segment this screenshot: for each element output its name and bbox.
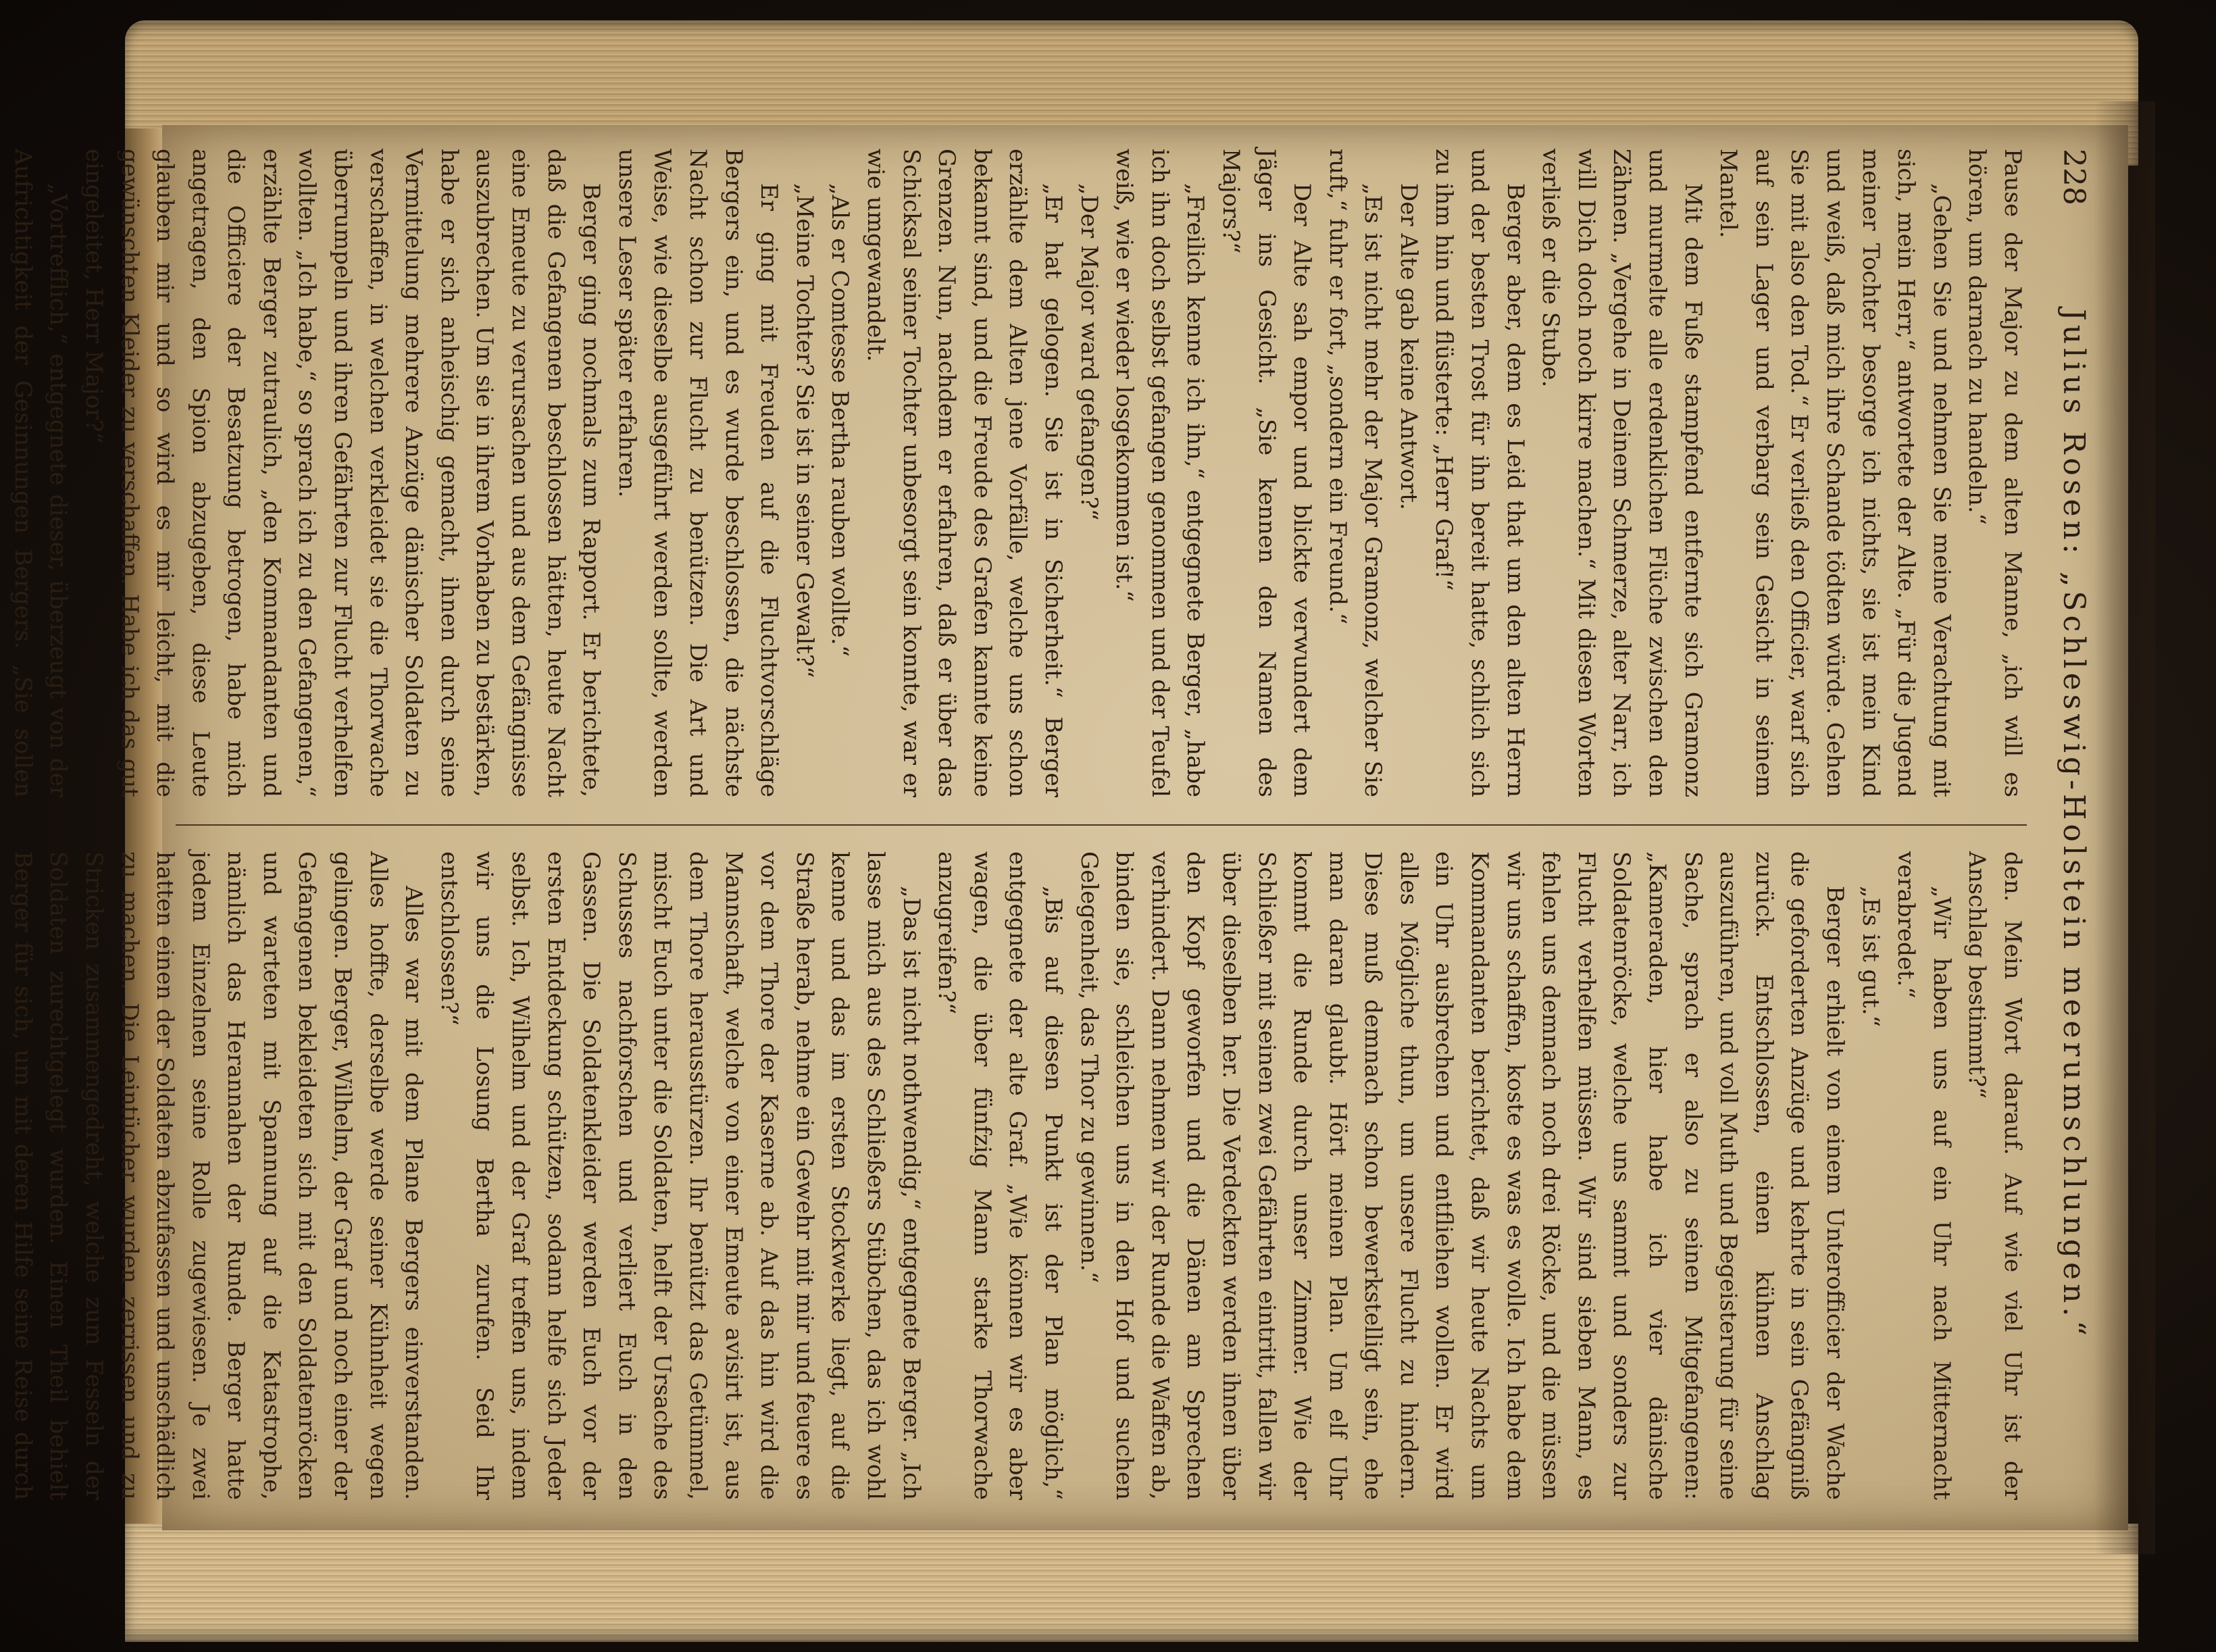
paragraph: Berger ging nochmals zum Rapport. Er berichtete, daß die Gefangenen beschlossen hätten, heute Nacht eine Emeute zu verursachen und aus dem Gefängnisse auszubrechen. Um sie in ihrem Vorhaben zu bestärken, habe er sich anheischig gemacht, ihnen durch seine Vermittelung mehrere Anzüge dänischer Soldaten zu verschaffen, in welchen verkleidet sie die Thorwache überrumpeln und ihren Gefährten zur Flucht verhelfen wollten. „Ich habe,“ so sprach ich zu den Gefangenen,“ erzählte Berger zutraulich, „den Kommandanten und die Officiere der Besatzung betrogen, habe mich angetragen, den Spion abzugeben, diese Leute glauben mir und so wird es mir leicht, mit die gewünschten Kleider zu verschaffen. Habe ich das gut eingeleitet, Herr Major?“ xyxy=(80,149,605,797)
page-number: 228 xyxy=(2057,149,2091,205)
paragraph: Der Alte gab keine Antwort. xyxy=(1394,183,1422,510)
paragraph: „Wir haben uns auf ein Uhr nach Mitternacht verabredet.“ xyxy=(1892,851,1955,1500)
page-header xyxy=(2044,149,2105,1500)
paragraph: „Das ist nicht nothwendig,“ entgegnete Berger. „Ich lasse mich aus des Schließers Stübchen, das ich wohl kenne und das im ersten Stockwerke liegt, auf die Straße herab, nehme ein Gewehr mit mir und feuere es vor dem Thore der Kaserne ab. Auf das hin wird die Mannschaft, welche von einer Emeute avisirt ist, aus dem Thore herausstürzen. Ihr benützt das Getümmel, mischt Euch unter die Soldaten, helft der Ursache des Schusses nachforschen und verliert Euch in den Gassen. Die Soldatenkleider werden Euch vor der ersten Entdeckung schützen, sodann helfe sich Jeder selbst. Ich, Wilhelm und der Graf treffen uns, indem wir uns die Losung Bertha zurufen. Seid Ihr entschlossen?“ xyxy=(435,851,925,1500)
left-column xyxy=(0,149,2030,797)
paragraph: „Gehen Sie und nehmen Sie meine Verachtung mit sich, mein Herr,“ antwortete der Alte. „Für die Jugend meiner Tochter besorge ich nichts, sie ist mein Kind und weiß, daß mich ihre Schande tödten würde. Gehen Sie mit also den Tod.“ Er verließ den Officier, warf sich auf sein Lager und verbarg sein Gesicht in seinem Mantel. xyxy=(1715,149,1955,797)
paragraph: Mit dem Fuße stampfend entfernte sich Gramonz und murmelte alle erdenklichen Flüche zwischen den Zähnen. „Vergehe in Deinem Schmerze, alter Narr, ich will Dich doch noch kirre machen.“ Mit diesen Worten verließ er die Stube. xyxy=(1537,149,1707,797)
paragraph: „Der Major ward gefangen?“ xyxy=(1075,183,1103,521)
paragraph: „Meine Tochter? Sie ist in seiner Gewalt?“ xyxy=(790,183,818,678)
paragraph: Berger aber, dem es Leid that um den alten Herrn und der besten Trost für ihn bereit hatte, schlich sich zu ihm hin und flüsterte: „Herr Graf!“ xyxy=(1430,149,1529,797)
page-edges-bottom xyxy=(125,1524,2138,1642)
paragraph: „Es ist nicht mehr der Major Gramonz, welcher Sie ruft,“ fuhr er fort, „sondern ein Freund.“ xyxy=(1324,149,1387,797)
paragraph: „Vortrefflich,“ entgegnete dieser, überzeugt von der Aufrichtigkeit der Gesinnungen Bergers. „Sie sollen xyxy=(9,149,72,797)
running-title: Julius Rosen: „Schleswig-Holstein meerumschlungen.“ xyxy=(2057,309,2091,1340)
paragraph: „Bis auf diesen Punkt ist der Plan möglich,“ entgegnete der alte Graf. „Wie können wir es aber wagen, die über fünfzig Mann starke Thorwache anzugreifen?“ xyxy=(933,851,1067,1500)
paragraph: Er ging mit Freuden auf die Fluchtvorschläge Bergers ein, und es wurde beschlossen, die nächste Nacht schon zur Flucht zu benützen. Die Art und Weise, wie dieselbe ausgeführt werden sollte, werden unsere Leser später erfahren. xyxy=(613,149,783,797)
paragraph: „Er hat gelogen. Sie ist in Sicherheit.“ Berger erzählte dem Alten jene Vorfälle, welche uns schon bekannt sind, und die Freude des Grafen kannte keine Grenzen. Nun, nachdem er erfahren, daß er über das Schicksal seiner Tochter unbesorgt sein konnte, war er wie umgewandelt. xyxy=(862,149,1067,797)
paragraph: „Als er Comtesse Bertha rauben wollte.“ xyxy=(826,183,854,657)
paragraph: „Es ist gut.“ xyxy=(1857,886,1884,1027)
paragraph: „Freilich kenne ich ihn,“ entgegnete Berger, „habe ich ihn doch selbst gefangen genommen und der Teufel weiß, wie er wieder losgekommen ist.“ xyxy=(1111,149,1209,797)
rotated-text-block xyxy=(9,149,2105,1500)
right-column xyxy=(0,851,2030,1500)
paragraph: Der Alte sah empor und blickte verwundert dem Jäger ins Gesicht. „Sie kennen den Namen des Majors?“ xyxy=(1217,149,1316,797)
paragraph: den. Mein Wort darauf. Auf wie viel Uhr ist der Anschlag bestimmt?“ xyxy=(1963,851,2026,1500)
paragraph: Alles war mit dem Plane Bergers einverstanden. Alles hoffte, derselbe werde seiner Kühnheit wegen gelingen. Berger, Wilhelm, der Graf und noch einer der Gefangenen bekleideten sich mit den Soldatenröcken und warteten mit Spannung auf die Katastrophe, nämlich das Herannahen der Runde. Berger hatte jedem Einzelnen seine Rolle zugewiesen. Je zwei hatten einen der Soldaten abzufassen und unschädlich zu machen. Die Leintücher wurden zerrissen und zu Stricken zusammengedreht, welche zum Fesseln der Soldaten zurechtgelegt wurden. Einen Theil behielt Berger für sich, um mit deren Hilfe seine Reise durch xyxy=(9,851,428,1500)
column-divider xyxy=(176,824,2027,826)
paragraph: Berger erhielt von einem Unterofficier der Wache die geforderten Anzüge und kehrte in sein Gefängniß zurück. Entschlossen, einen kühnen Anschlag auszuführen, und voll Muth und Begeisterung für seine Sache, sprach er also zu seinen Mitgefangenen: „Kameraden, hier habe ich vier dänische Soldatenröcke, welche uns sammt und sonders zur Flucht verhelfen müssen. Wir sind sieben Mann, es fehlen uns demnach noch drei Röcke, und die müssen wir uns schaffen, koste es was es wolle. Ich habe dem Kommandanten berichtet, daß wir heute Nachts um ein Uhr ausbrechen und entfliehen wollen. Er wird alles Mögliche thun, um unsere Flucht zu hindern. Diese muß demnach schon bewerkstelligt sein, ehe man daran glaubt. Hört meinen Plan. Um elf Uhr kommt die Runde durch unser Zimmer. Wie der Schließer mit seinen zwei Gefährten eintritt, fallen wir über dieselben her. Die Verdeckten werden ihnen über den Kopf geworfen und die Dänen am Sprechen verhindert. Dann nehmen wir der Runde die Waffen ab, binden sie, schleichen uns in den Hof und suchen Gelegenheit, das Thor zu gewinnen.“ xyxy=(1075,851,1849,1500)
paragraph: Pause der Major zu dem alten Manne, „ich will es hören, um darnach zu handeln.“ xyxy=(1963,149,2026,797)
